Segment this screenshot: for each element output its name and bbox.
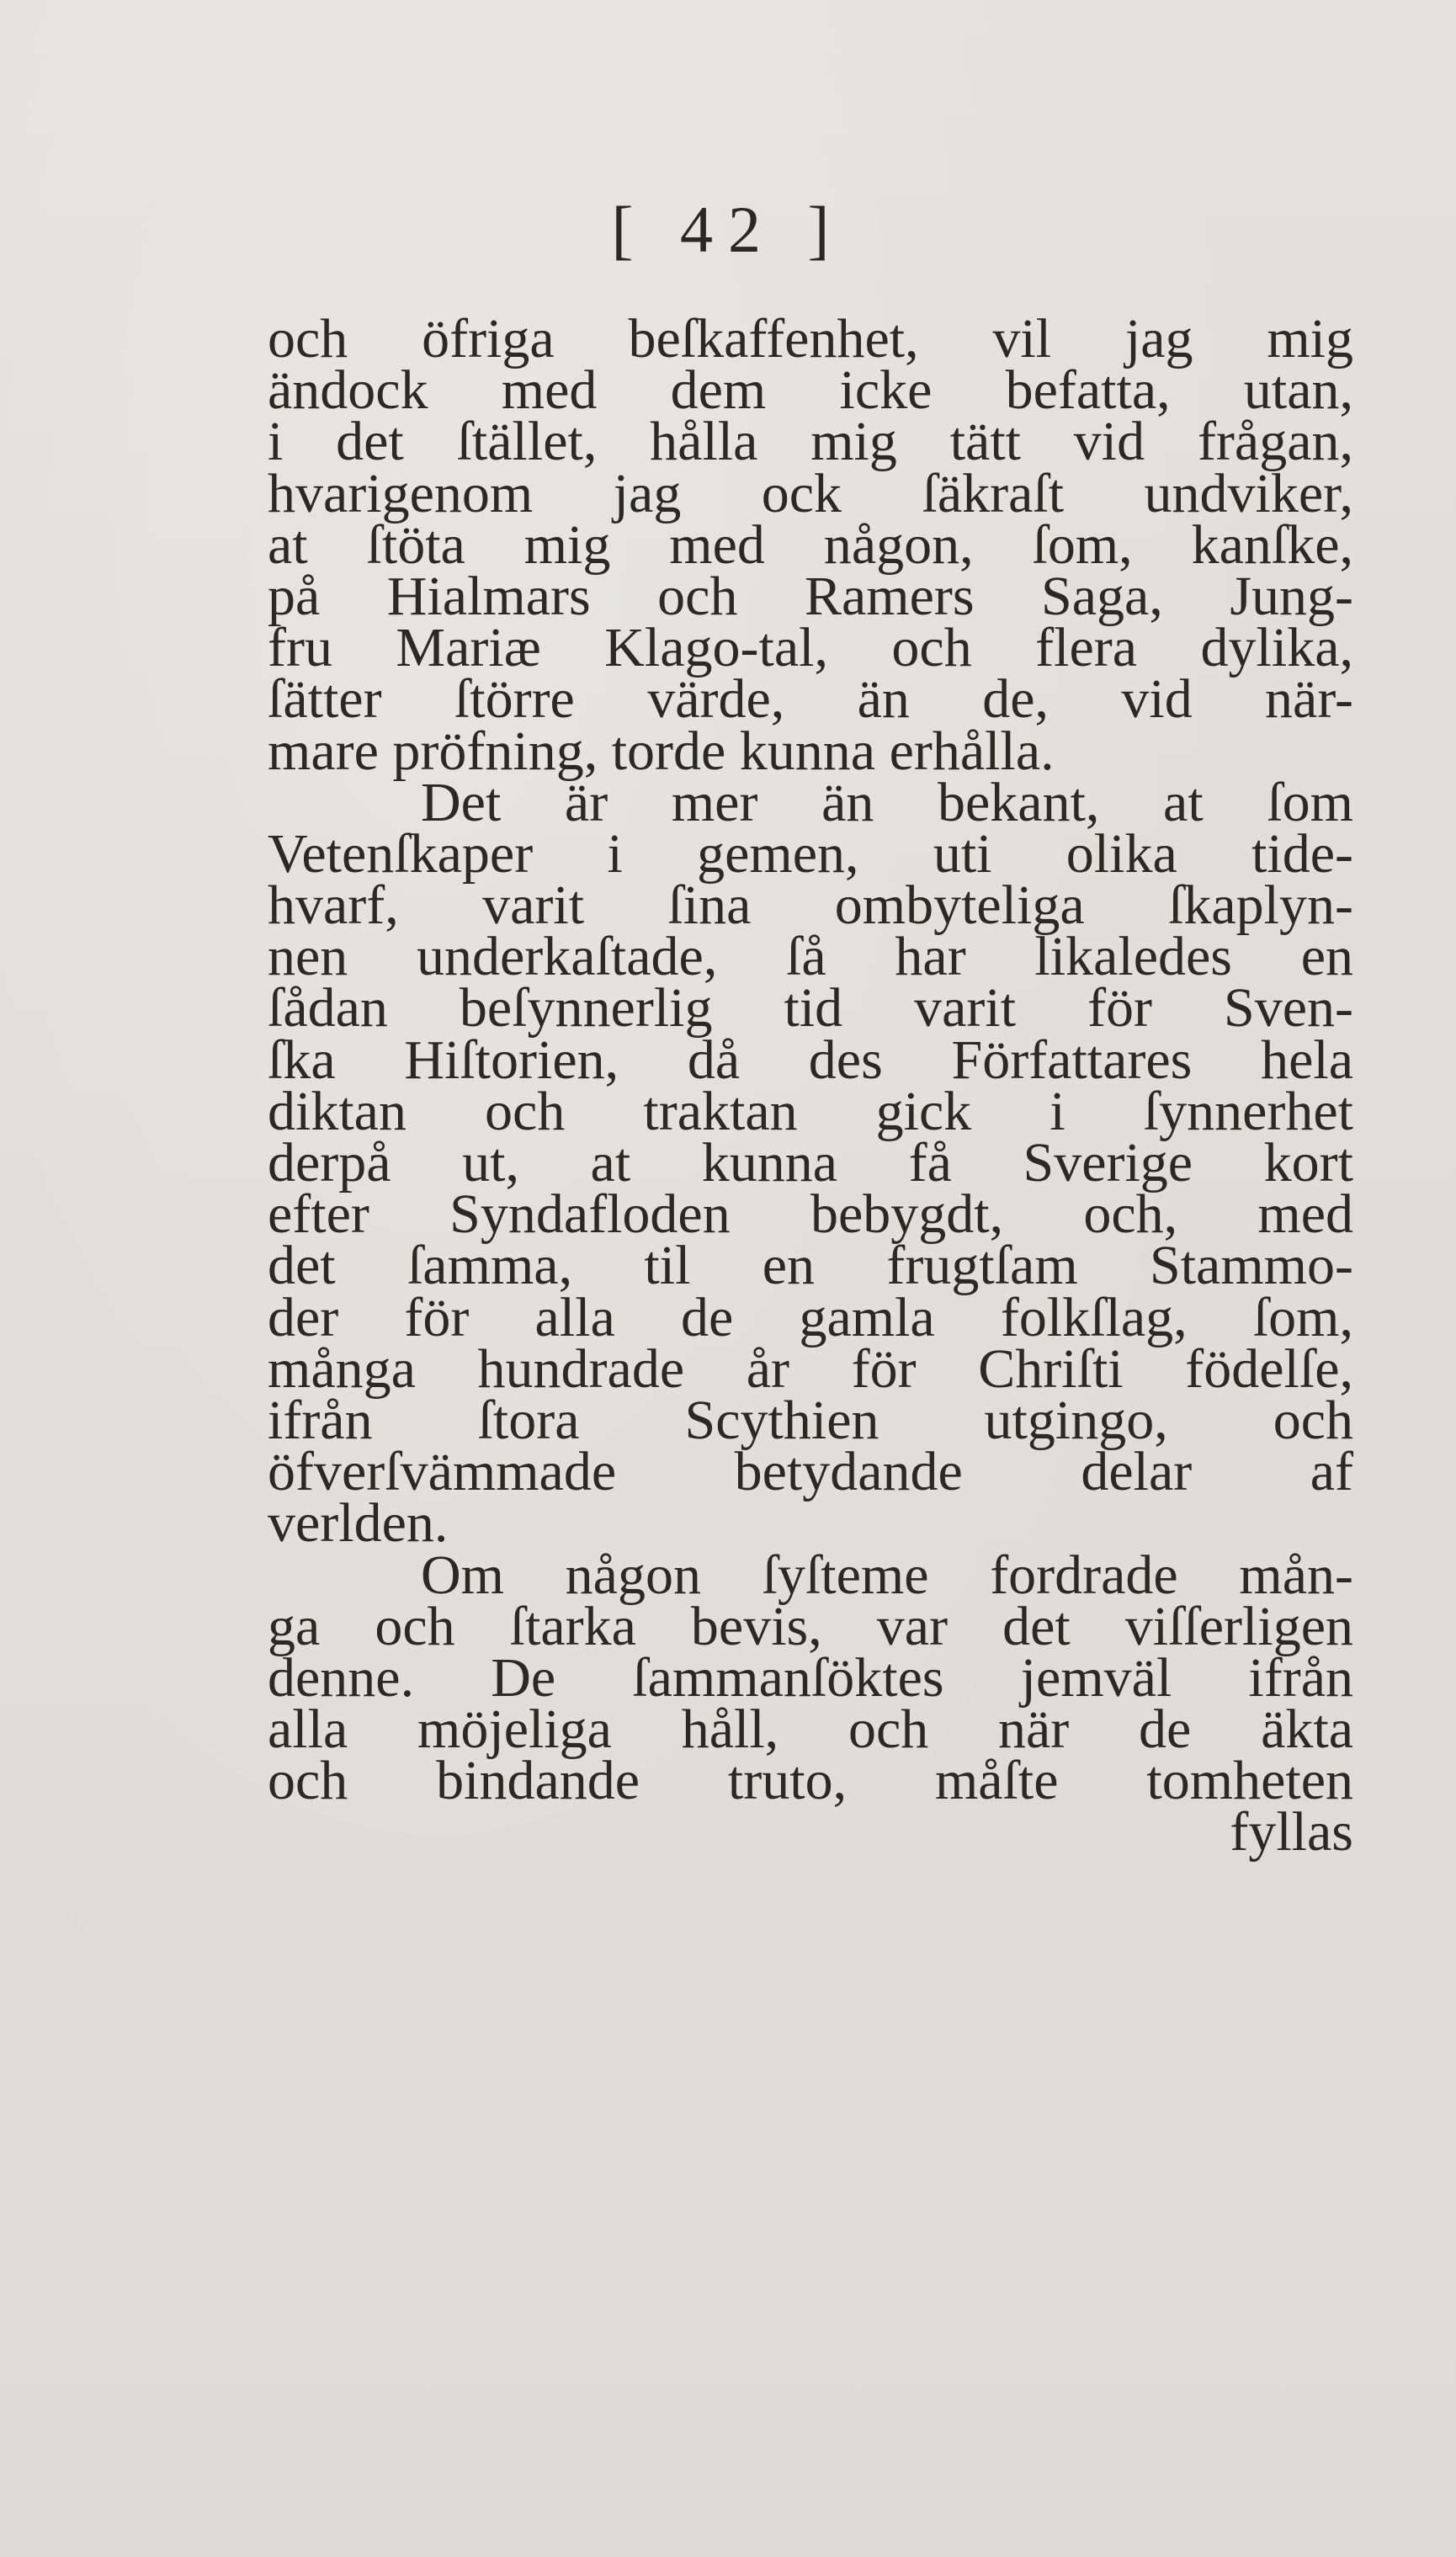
text-line: och öfriga beſkaffenhet, vil jag mig [268, 308, 1353, 369]
text-line: Vetenſkaper i gemen, uti olika tide- [268, 822, 1353, 885]
text-line: Det är mer än bekant, at ſom [421, 771, 1353, 833]
text-line: derpå ut, at kunna få Sverige kort [268, 1132, 1353, 1193]
text-line: i det ſtället, hålla mig tätt vid frågan, [268, 411, 1353, 473]
catchword: fyllas [1230, 1801, 1353, 1863]
text-line: ändock med dem icke befatta, utan, [268, 359, 1353, 422]
text-line: öfverſvämmade betydande delar af [268, 1441, 1353, 1503]
text-line: ſka Hiſtorien, då des Författares hela [268, 1029, 1353, 1091]
text-line: det ſamma, til en frugtſam Stammo- [268, 1235, 1353, 1297]
text-line: och bindande truto, måſte tomheten [268, 1750, 1353, 1812]
text-line: diktan och traktan gick i ſynnerhet [268, 1080, 1353, 1142]
text-line: denne. De ſammanſöktes jemväl ifrån [268, 1646, 1353, 1709]
page-body-text [268, 308, 1353, 1863]
text-line: hvarigenom jag ock ſäkraſt undviker, [268, 462, 1353, 524]
text-line: alla möjeliga håll, och när de äkta [268, 1698, 1353, 1761]
text-line: fru Mariæ Klago-tal, och flera dylika, [268, 617, 1353, 679]
text-line: på Hialmars och Ramers Saga, Jung- [268, 565, 1353, 627]
page-number-header: [ 42 ] [611, 193, 845, 266]
text-line: ſätter ſtörre värde, än de, vid när- [268, 668, 1353, 731]
text-line: ſådan beſynnerlig tid varit för Sven- [268, 977, 1353, 1039]
text-line: Om någon ſyſteme fordrade mån- [421, 1544, 1353, 1606]
text-line: mare pröfning, torde kunna erhålla. [268, 720, 1055, 782]
text-line: många hundrade år för Chriſti födelſe, [268, 1337, 1353, 1400]
text-line: der för alla de gamla folkſlag, ſom, [268, 1286, 1353, 1348]
text-line: nen underkaſtade, ſå har likaledes en [268, 926, 1353, 988]
text-line: verlden. [268, 1492, 449, 1555]
text-line: efter Syndafloden bebygdt, och, med [268, 1183, 1353, 1246]
text-line: at ſtöta mig med någon, ſom, kanſke, [268, 513, 1353, 576]
text-line: ga och ſtarka bevis, var det viſſerligen [268, 1595, 1353, 1657]
text-line: hvarf, varit ſina ombyteliga ſkaplyn- [268, 874, 1353, 937]
text-line: ifrån ſtora Scythien utgingo, och [268, 1389, 1353, 1451]
